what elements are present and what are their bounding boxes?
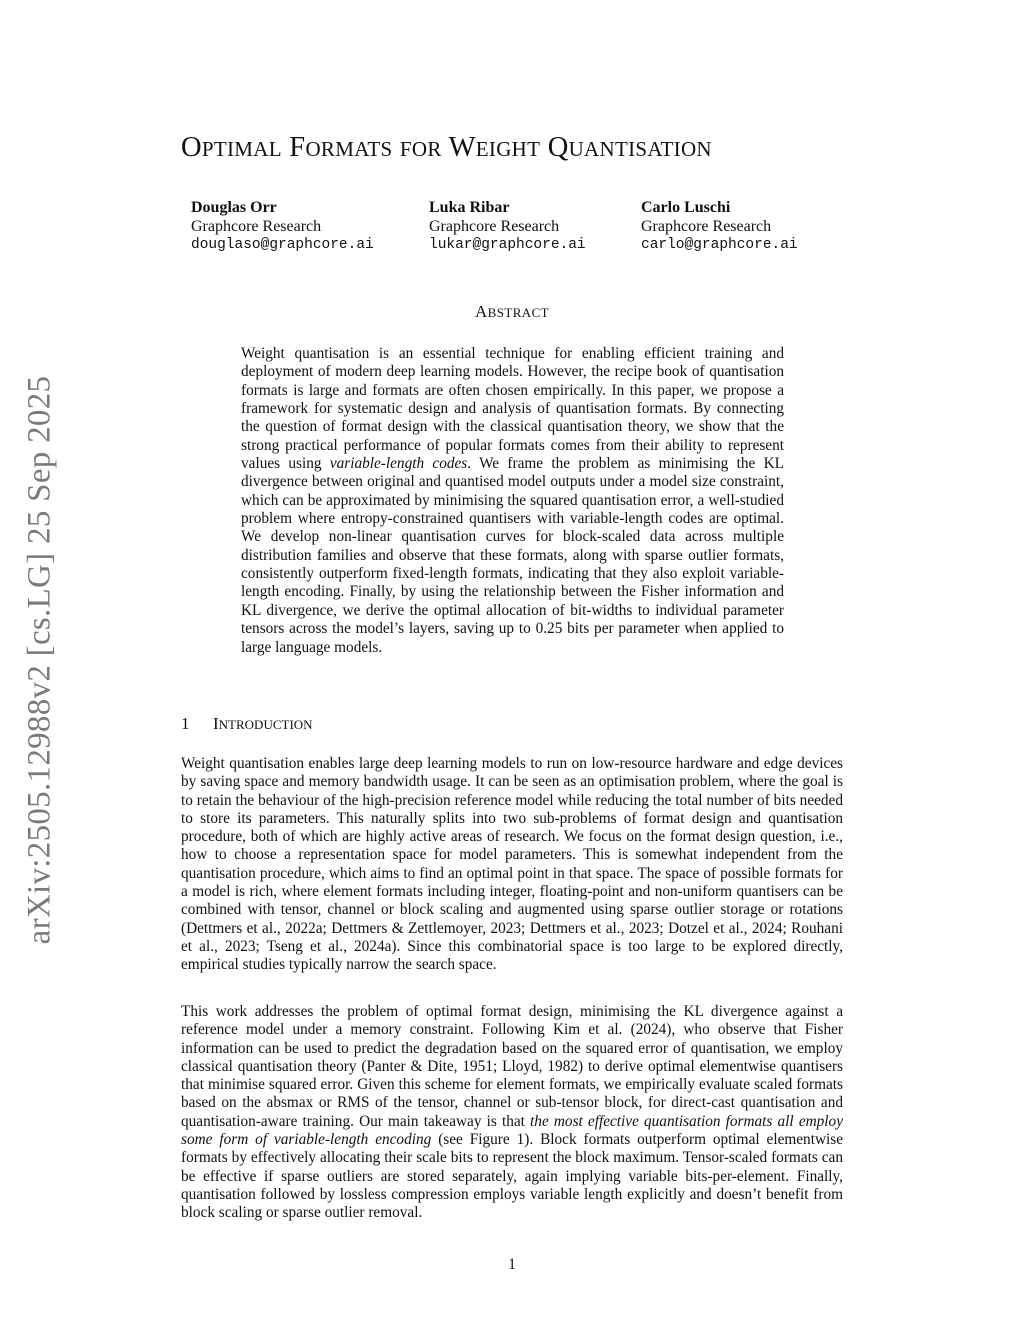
author-email: douglaso@graphcore.ai xyxy=(191,237,374,253)
intro-paragraph-1: Weight quantisation enables large deep learning models to run on low-resource hardware and edge devices by saving space and memory bandwidth usage. It can be seen as an optimisation problem, where the goal is to retain the behaviour of the high-precision reference model while reducing the total number of bits needed to store its parameters. This naturally splits into two sub-problems of format design and quantisation procedure, both of which are highly active areas of research. We focus on the format design question, i.e., how to choose a representation space for model parameters. This is somewhat independent from the quantisation procedure, which aims to find an optimal point in that space. The space of possible formats for a model is rich, where element formats including integer, floating-point and non-uniform quantisers can be combined with tensor, channel or block scaling and augmented using sparse outlier storage or rotations (Dettmers et al., 2022a; Dettmers & Zettlemoyer, 2023; Dettmers et al., 2023; Dotzel et al., 2024; Rouhani et al., 2023; Tseng et al., 2024a). Since this combinatorial space is too large to be explored directly, empirical studies typically narrow the search space. xyxy=(181,755,843,974)
section-number: 1 xyxy=(181,714,190,733)
paper-title: OPTIMAL FORMATS FOR WEIGHT QUANTISATION xyxy=(181,132,712,163)
author-3 xyxy=(641,198,798,255)
arxiv-id-text: arXiv:2505.12988v2 [cs.LG] 25 Sep 2025 xyxy=(21,375,58,945)
author-email: lukar@graphcore.ai xyxy=(429,237,586,253)
author-affiliation: Graphcore Research xyxy=(641,218,772,235)
author-affiliation: Graphcore Research xyxy=(191,218,322,235)
section-heading-introduction: 1 INTRODUCTION xyxy=(181,714,313,733)
author-affiliation: Graphcore Research xyxy=(429,218,560,235)
author-2 xyxy=(429,198,586,255)
author-name: Luka Ribar xyxy=(429,199,510,216)
abstract-heading: ABSTRACT xyxy=(474,302,549,321)
page-number: 1 xyxy=(508,1256,516,1273)
author-email: carlo@graphcore.ai xyxy=(641,237,798,253)
author-1 xyxy=(191,198,374,255)
abstract-body: Weight quantisation is an essential technique for enabling efficient training and deployment of modern deep learning models. However, the recipe book of quantisation formats is large and formats are often chosen empirically. In this paper, we propose a framework for systematic design and analysis of quantisation formats. By connecting the question of format design with the classical quantisation theory, we show that the strong practical performance of popular formats comes from their ability to represent values using variable-length codes. We frame the problem as minimising the KL divergence between original and quantised model outputs under a model size constraint, which can be approximated by minimising the squared quantisation error, a well-studied problem where entropy-constrained quantisers with variable-length codes are optimal. We develop non-linear quantisation curves for block-scaled data across multiple distribution families and observe that these formats, along with sparse outlier formats, consistently outperform fixed-length formats, indicating that they also exploit variable-length encoding. Finally, by using the relationship between the Fisher information and KL divergence, we derive the optimal allocation of bit-widths to individual parameter tensors across the model’s layers, saving up to 0.25 bits per parameter when applied to large language models. xyxy=(241,345,784,656)
author-name: Douglas Orr xyxy=(191,199,277,216)
intro-paragraph-2: This work addresses the problem of optimal format design, minimising the KL divergence against a reference model under a memory constraint. Following Kim et al. (2024), who observe that Fisher information can be used to predict the degradation based on the squared error of quantisation, we employ classical quantisation theory (Panter & Dite, 1951; Lloyd, 1982) to derive optimal elementwise quantisers that minimise squared error. Given this scheme for element formats, we empirically evaluate scaled formats based on the absmax or RMS of the tensor, channel or sub-tensor block, for direct-cast quantisation and quantisation-aware training. Our main takeaway is that the most effective quantisation formats all employ some form of variable-length encoding (see Figure 1). Block formats outperform optimal elementwise formats by effectively allocating their scale bits to represent the block maximum. Tensor-scaled formats can be effective if sparse outliers are stored separately, again implying variable bits-per-element. Finally, quantisation followed by lossless compression employs variable length explicitly and doesn’t benefit from block scaling or sparse outlier removal. xyxy=(181,1003,843,1222)
author-name: Carlo Luschi xyxy=(641,199,731,216)
